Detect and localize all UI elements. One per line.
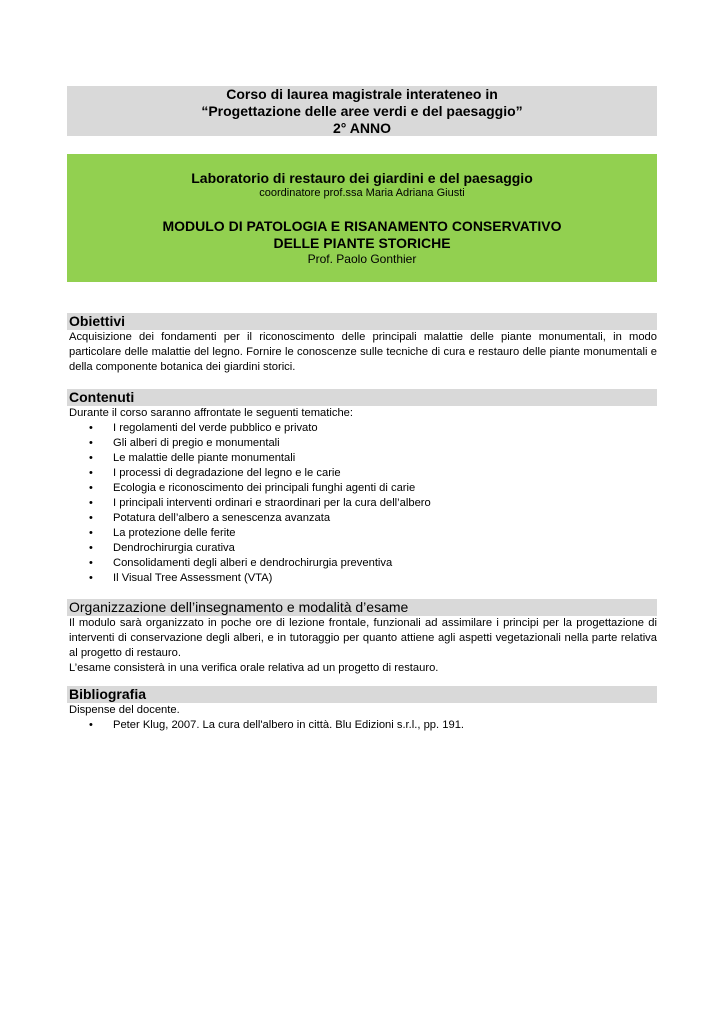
list-item [67, 451, 657, 466]
section-heading: Contenuti [67, 389, 657, 406]
list-item-text: Peter Klug, 2007. La cura dell'albero in città. Blu Edizioni s.r.l., pp. 191. [113, 719, 465, 731]
module-title-line2: DELLE PIANTE STORICHE [273, 235, 451, 251]
course-header-box [67, 86, 657, 136]
course-title-line1: Corso di laurea magistrale interateneo in [226, 86, 498, 102]
topic-list [67, 421, 657, 586]
list-item [67, 481, 657, 496]
bullet-icon: • [89, 557, 93, 569]
list-item [67, 496, 657, 511]
list-item [67, 541, 657, 556]
module-professor: Prof. Paolo Gonthier [307, 252, 417, 266]
bullet-icon: • [89, 482, 93, 494]
section-intro: Durante il corso saranno affrontate le seguenti tematiche: [69, 407, 353, 419]
section-contenuti [67, 389, 657, 586]
list-item [67, 436, 657, 451]
list-item-text: I principali interventi ordinari e straordinari per la cura dell’albero [113, 497, 431, 509]
list-item [67, 718, 657, 733]
course-title-line2: “Progettazione delle aree verdi e del paesaggio” [201, 103, 523, 119]
list-item-text: La protezione delle ferite [113, 527, 236, 539]
list-item [67, 556, 657, 571]
section-heading: Obiettivi [67, 313, 657, 330]
bullet-icon: • [89, 437, 93, 449]
module-title-line1: MODULO DI PATOLOGIA E RISANAMENTO CONSERVATIVO [162, 218, 562, 234]
bullet-icon: • [89, 422, 93, 434]
list-item-text: I processi di degradazione del legno e le carie [113, 467, 341, 479]
bullet-icon: • [89, 572, 93, 584]
lab-coordinator: coordinatore prof.ssa Maria Adriana Giusti [259, 187, 465, 199]
list-item [67, 466, 657, 481]
section-bibliografia [67, 686, 657, 733]
list-item-text: Le malattie delle piante monumentali [113, 452, 296, 464]
bibliography-list [67, 718, 657, 733]
list-item-text: Potatura dell’albero a senescenza avanzata [113, 512, 331, 524]
bullet-icon: • [89, 452, 93, 464]
lab-title: Laboratorio di restauro dei giardini e del paesaggio [191, 170, 533, 186]
lab-info-box [67, 154, 657, 282]
section-text: Il modulo sarà organizzato in poche ore di lezione frontale, funzionali ad assimilare i principi per la progettazione di interventi di conservazione degli alberi, e in tutoraggio per quanto attiene agli aspetti vegetazionali nella parte relativa al progetto di restauro. [69, 617, 657, 659]
bullet-icon: • [89, 527, 93, 539]
section-obiettivi [67, 313, 657, 375]
section-heading: Organizzazione dell’insegnamento e modalità d’esame [67, 599, 657, 616]
bullet-icon: • [89, 542, 93, 554]
section-text-exam: L’esame consisterà in una verifica orale relativa ad un progetto di restauro. [69, 662, 439, 674]
section-organizzazione [67, 599, 657, 676]
list-item-text: Gli alberi di pregio e monumentali [113, 437, 280, 449]
bullet-icon: • [89, 497, 93, 509]
section-heading: Bibliografia [67, 686, 657, 703]
list-item [67, 511, 657, 526]
list-item-text: Consolidamenti degli alberi e dendrochirurgia preventiva [113, 557, 393, 569]
list-item [67, 421, 657, 436]
list-item-text: Ecologia e riconoscimento dei principali funghi agenti di carie [113, 482, 416, 494]
bullet-icon: • [89, 512, 93, 524]
list-item [67, 571, 657, 586]
list-item [67, 526, 657, 541]
list-item-text: I regolamenti del verde pubblico e privato [113, 422, 318, 434]
section-text: Acquisizione dei fondamenti per il riconoscimento delle principali malattie delle piante monumentali, in modo particolare delle malattie del legno. Fornire le conoscenze sulle tecniche di cura e restauro delle piante monumentali e della componente botanica dei giardini storici. [69, 331, 657, 373]
bullet-icon: • [89, 467, 93, 479]
bullet-icon: • [89, 719, 93, 731]
section-intro: Dispense del docente. [69, 704, 180, 716]
list-item-text: Dendrochirurgia curativa [113, 542, 235, 554]
list-item-text: Il Visual Tree Assessment (VTA) [113, 572, 273, 584]
course-year: 2° ANNO [333, 120, 391, 136]
